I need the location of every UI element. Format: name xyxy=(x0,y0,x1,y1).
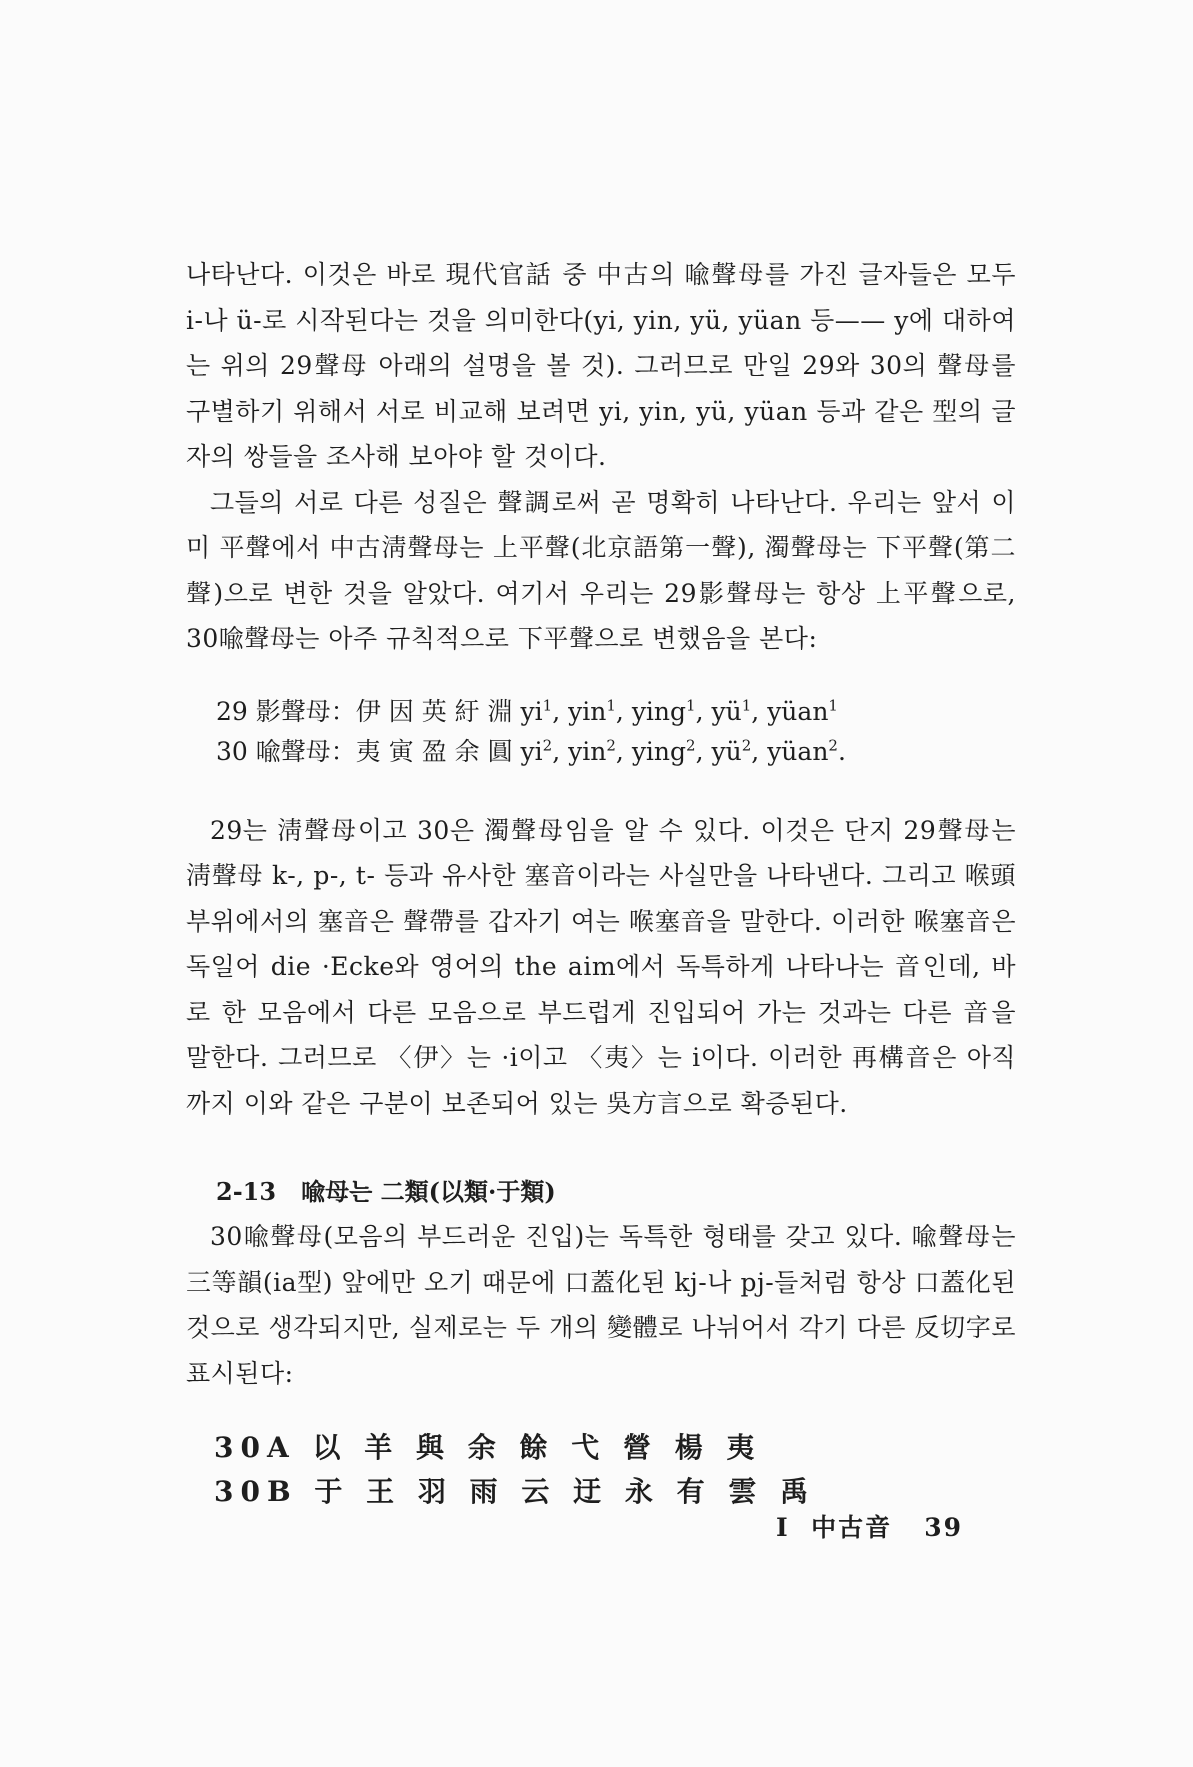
romanization: yi xyxy=(520,696,543,726)
chapter-title: 中古音 xyxy=(811,1513,893,1542)
character-list-a xyxy=(214,1426,1016,1470)
romanization: ying xyxy=(631,736,687,766)
romanization: yi xyxy=(520,736,543,766)
running-footer xyxy=(776,1508,963,1544)
example-line-30: 30 喩聲母：夷 寅 盈 余 圓 $yi^2$, yin$^2$, ying$^2$, $yü^2$, yüan$^2$. xyxy=(216,736,846,766)
chapter-number: I xyxy=(775,1513,790,1542)
paragraph-3: 29는 淸聲母이고 30은 濁聲母임을 알 수 있다. 이것은 단지 29聲母는 淸聲母 k-, p-, t- 등과 유사한 塞音이라는 사실만을 나타낸다. 그리고 喉頭 부위에서의 塞音은 聲帶를 갑자기 여는 喉塞音을 말한다. 이러한 喉塞音은 독일어 die ·Ecke와 영어의 the aim에서 독특하게 나타나는 音인데, 바로 한 모음에서 다른 모음으로 부드럽게 진입되어 가는 것과는 다른 音을 말한다. 그러므로 〈伊〉는 ·i이고 〈夷〉는 i이다. 이러한 再構音은 아직까지 이와 같은 구분이 보존되어 있는 吳方言으로 확증된다. xyxy=(186,815,1016,1118)
romanization: yüan xyxy=(767,736,829,766)
tone-mark: 2 xyxy=(741,736,752,755)
paragraph-4: 30喩聲母(모음의 부드러운 진입)는 독특한 형태를 갖고 있다. 喩聲母는 三等韻(ia型) 앞에만 오기 때문에 口蓋化된 kj-나 pj-들처럼 항상 口蓋化된 것으로 생각되지만, 실제로는 두 개의 變體로 나뉘어서 각기 다른 反切字로 표시된다: xyxy=(186,1222,1016,1388)
initial-number: 30 xyxy=(216,736,248,766)
example-chars: 夷 寅 盈 余 圓 xyxy=(355,736,513,766)
romanization: yin xyxy=(568,696,607,726)
initial-examples xyxy=(216,692,1016,772)
list-chars: 以 羊 與 余 餘 弋 營 楊 夷 xyxy=(312,1431,762,1464)
romanization: yü xyxy=(711,696,742,726)
romanization: yüan xyxy=(767,696,829,726)
example-line-29: 29 影聲母：伊 因 英 紆 淵 $yi^1$, yin$^1$, ying$^1$, $yü^1$, yüan$^1$ xyxy=(216,696,838,726)
tone-mark: 2 xyxy=(606,736,616,755)
tone-mark: 2 xyxy=(542,736,553,755)
tone-mark: 1 xyxy=(606,696,616,715)
list-label: 30B xyxy=(214,1475,298,1508)
initial-label: 影聲母 xyxy=(255,696,331,726)
initial-number: 29 xyxy=(216,696,248,726)
page-body xyxy=(186,252,1016,1514)
paragraph-2: 그들의 서로 다른 성질은 聲調로써 곧 명확히 나타난다. 우리는 앞서 이미 平聲에서 中古淸聲母는 上平聲(北京語第一聲), 濁聲母는 下平聲(第二聲)으로 변한 것을 알았다. 여기서 우리는 29影聲母는 항상 上平聲으로, 30喩聲母는 아주 규칙적으로 下平聲으로 변했음을 본다: xyxy=(186,487,1016,653)
tone-mark: 1 xyxy=(828,696,838,715)
example-chars: 伊 因 英 紆 淵 xyxy=(355,696,513,726)
romanization: yin xyxy=(568,736,607,766)
tone-mark: 1 xyxy=(741,696,752,715)
tone-mark: 1 xyxy=(542,696,553,715)
list-chars: 于 王 羽 雨 云 迂 永 有 雲 禹 xyxy=(314,1475,816,1508)
tone-mark: 2 xyxy=(686,736,696,755)
paragraph-1: 나타난다. 이것은 바로 現代官話 중 中古의 喩聲母를 가진 글자들은 모두 i-나 ü-로 시작된다는 것을 의미한다(yi, yin, yü, yüan 등—— y에 대하여는 위의 29聲母 아래의 설명을 볼 것). 그러므로 만일 29와 30의 聲母를 구별하기 위해서 서로 비교해 보려면 yi, yin, yü, yüan 등과 같은 型의 글자의 쌍들을 조사해 보아야 할 것이다. xyxy=(186,260,1016,471)
section-title: 喩母는 二類(以類·于類) xyxy=(301,1177,556,1206)
section-heading xyxy=(216,1170,1016,1214)
tone-mark: 2 xyxy=(828,736,838,755)
initial-label: 喩聲母 xyxy=(255,736,331,766)
section-number: 2-13 xyxy=(216,1177,277,1206)
romanization: yü xyxy=(711,736,742,766)
tone-mark: 1 xyxy=(686,696,696,715)
page-number: 39 xyxy=(924,1513,963,1542)
romanization: ying xyxy=(631,696,687,726)
list-label: 30A xyxy=(214,1431,296,1464)
